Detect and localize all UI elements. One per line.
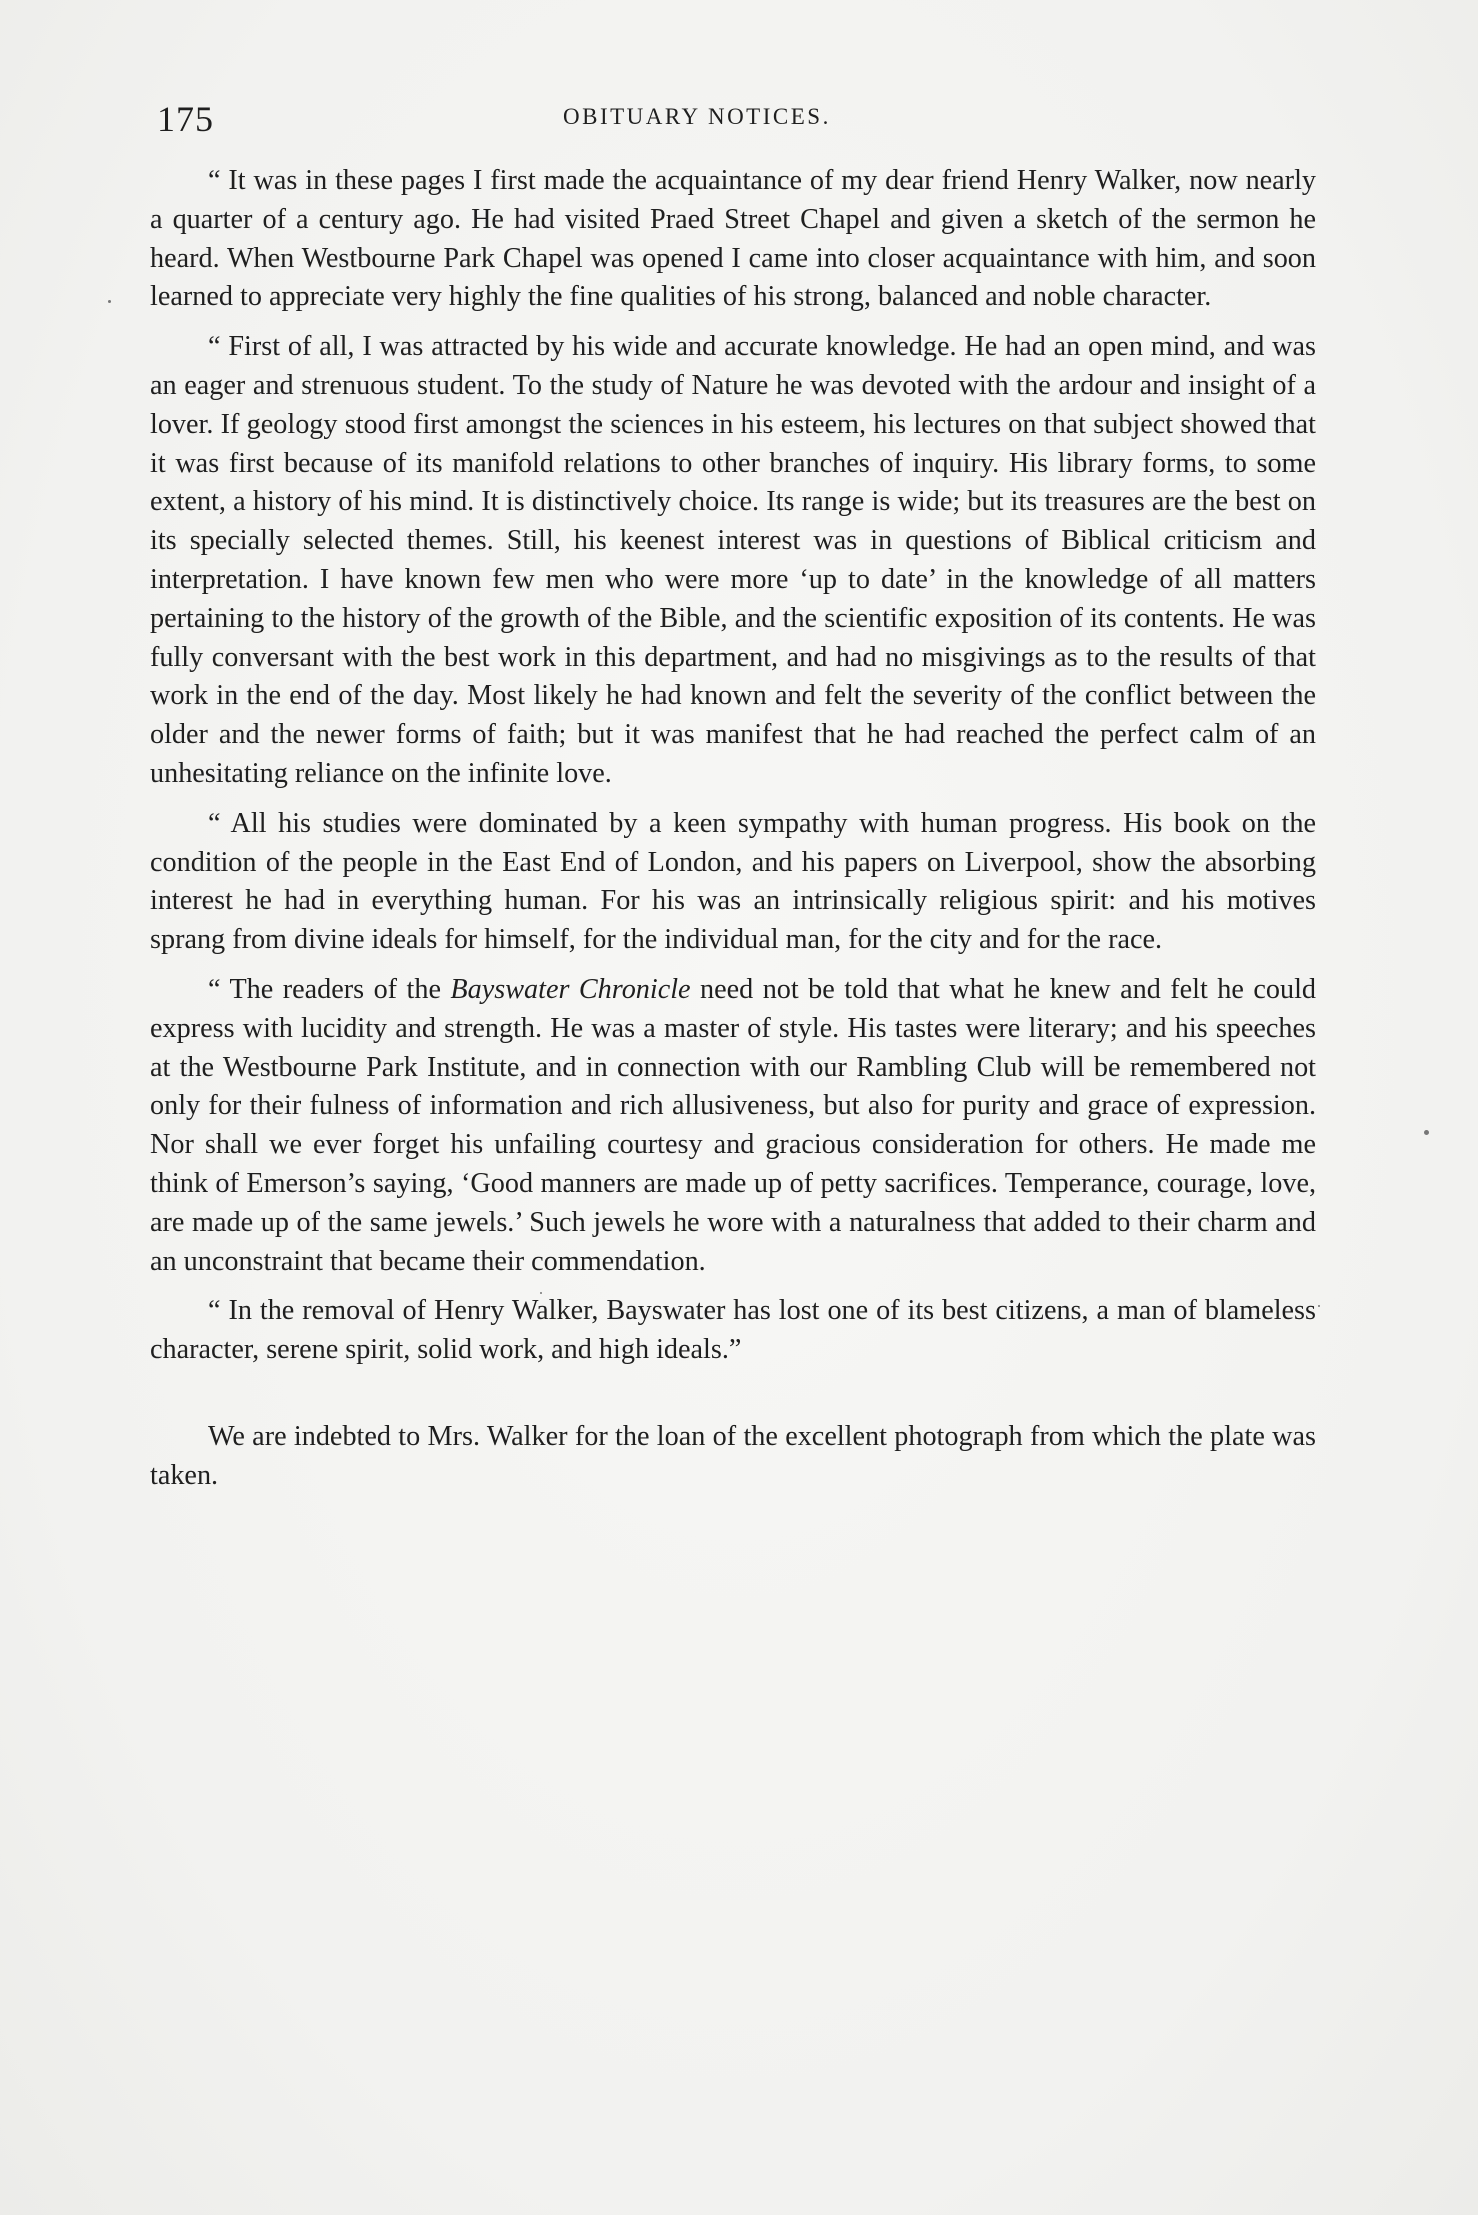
obituary-body (150, 162, 1324, 1507)
page-number: 175 (157, 99, 214, 139)
page-header (0, 98, 1478, 138)
paragraph-studies: “ All his studies were dominated by a keen sympathy with human progress. His book on the condition of the people in the East End of London, and his papers on Liverpool, show the absorbing interest he had in everything human. For his was an intrinsically religious spirit: and his motives sprang from divine ideals for himself, for the individual man, for the city and for the race. (150, 807, 1316, 956)
running-head: OBITUARY NOTICES. (563, 104, 831, 129)
chronicle-paragraph-suffix: need not be told that what he knew and felt he could express with lucidity and strength. He was a master of style. His tastes were literary; and his speeches at the Westbourne Park Institute, and in connection with our Rambling Club will be remembered not only for their fulness of information and rich allusiveness, but also for purity and grace of expression. Nor shall we ever forget his unfailing courtesy and gracious consideration for others. He made me think of Emerson’s saying, ‘Good manners are made up of petty sacrifices. Temperance, courage, love, are made up of the same jewels.’ Such jewels he wore with a naturalness that added to their charm and an unconstraint that became their commendation. (150, 973, 1324, 1277)
print-speck (540, 1292, 542, 1294)
print-speck (1424, 1130, 1429, 1135)
paragraph-knowledge: “ First of all, I was attracted by his wide and accurate knowledge. He had an open mind, and was an eager and strenuous student. To the study of Nature he was devoted with the ardour and insight of a lover. If geology stood first amongst the sciences in his esteem, his lectures on that subject showed that it was first because of its manifold relations to other branches of inquiry. His library forms, to some extent, a history of his mind. It is distinctively choice. Its range is wide; but its treasures are the best on its specially selected themes. Still, his keenest interest was in questions of Biblical criticism and interpretation. I have known few men who were more ‘up to date’ in the knowledge of all matters pertaining to the history of the growth of the Bible, and the scientific exposition of its contents. He was fully conversant with the best work in this department, and had no misgivings as to the results of that work in the end of the day. Most likely he had known and felt the severity of the conflict between the older and the newer forms of faith; but it was manifest that he had reached the perfect calm of an unhesitating reliance on the infinite love. (150, 331, 1316, 789)
paragraph-acquaintance: “ It was in these pages I first made the acquaintance of my dear friend Henry Walker, now nearly a quarter of a century ago. He had visited Praed Street Chapel and given a sketch of the sermon he heard. When Westbourne Park Chapel was opened I came into closer acquaintance with him, and soon learned to appreciate very highly the fine qualities of his strong, balanced and noble character. (150, 165, 1316, 313)
paragraph-chronicle (150, 971, 1324, 1281)
chronicle-paragraph-prefix: “ The readers of the (208, 973, 451, 1005)
print-speck (1318, 1305, 1320, 1307)
print-speck (108, 300, 111, 303)
chronicle-title: Bayswater Chronicle (450, 973, 691, 1005)
closing-note: We are indebted to Mrs. Walker for the loan of the excellent photograph from which the plate was taken. (150, 1420, 1316, 1491)
paragraph-final-quote: “ In the removal of Henry Walker, Bayswater has lost one of its best citizens, a man of blameless character, serene spirit, solid work, and high ideals.” (150, 1295, 1316, 1366)
